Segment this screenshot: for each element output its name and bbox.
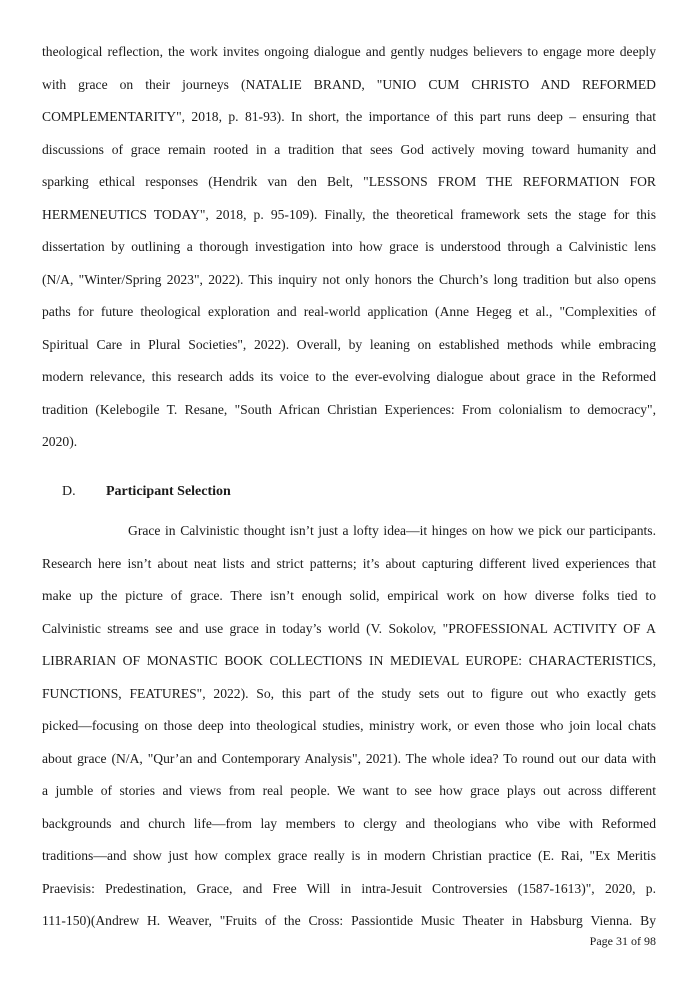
text-line: 2020). [42,434,78,449]
text-line: make up the picture of grace. There isn’t enough solid, empirical work on how diverse folks tied to [42,588,656,603]
text-line: LIBRARIAN OF MONASTIC BOOK COLLECTIONS IN MEDIEVAL EUROPE: CHARACTERISTICS, [42,653,656,668]
text-line: traditions—and show just how complex grace really is in modern Christian practice (E. Rai, "Ex Meritis [42,848,656,863]
section-title: Participant Selection [106,484,231,499]
paragraph-participant-selection [42,515,656,938]
text-line: Grace in Calvinistic thought isn’t just a lofty idea—it hinges on how we pick our participants. [128,523,656,538]
text-line: Praevisis: Predestination, Grace, and Free Will in intra-Jesuit Controversies (1587-1613)", 2020, p. [42,880,656,896]
section-number: D. [62,484,76,499]
text-line: with grace on their journeys (NATALIE BRAND, "UNIO CUM CHRISTO AND REFORMED [42,76,656,92]
text-line: sparking ethical responses (Hendrik van den Belt, "LESSONS FROM THE REFORMATION FOR [42,174,656,189]
text-line: dissertation by outlining a thorough investigation into how grace is understood through a Calvinistic lens [42,239,656,254]
text-line: modern relevance, this research adds its voice to the ever-evolving dialogue about grace in the Reformed [42,369,656,384]
paragraph-theoretical-framework [42,36,656,459]
text-line: FUNCTIONS, FEATURES", 2022). So, this part of the study sets out to figure out who exactly gets [42,685,656,701]
text-line: a jumble of stories and views from real people. We want to see how grace plays out across different [42,783,656,798]
text-line: Calvinistic streams see and use grace in today’s world (V. Sokolov, "PROFESSIONAL ACTIVITY OF A [42,620,656,636]
section-heading [62,476,231,508]
text-line: backgrounds and church life—from lay members to clergy and theologians who vibe with Reformed [42,815,656,831]
text-line: COMPLEMENTARITY", 2018, p. 81-93). In short, the importance of this part runs deep – ensuring that [42,109,656,124]
text-line: tradition (Kelebogile T. Resane, "South African Christian Experiences: From colonialism to democracy", [42,401,656,417]
text-line: (N/A, "Winter/Spring 2023", 2022). This inquiry not only honors the Church’s long tradition but also opens [42,271,656,287]
text-line: theological reflection, the work invites ongoing dialogue and gently nudges believers to engage more deeply [42,44,656,59]
page-number: Page 31 of 98 [589,934,656,948]
text-line: Research here isn’t about neat lists and strict patterns; it’s about capturing different lived experiences that [42,555,656,571]
text-line: Spiritual Care in Plural Societies", 2022). Overall, by leaning on established methods while embracing [42,336,656,352]
text-line: paths for future theological exploration and real-world application (Anne Hegeg et al., "Complexities of [42,304,656,319]
text-line: picked—focusing on those deep into theological studies, ministry work, or even those who join local chats [42,718,656,733]
text-line: discussions of grace remain rooted in a tradition that sees God actively moving toward humanity and [42,141,656,157]
text-line: HERMENEUTICS TODAY", 2018, p. 95-109). Finally, the theoretical framework sets the stage for this [42,206,656,222]
text-line: about grace (N/A, "Qur’an and Contemporary Analysis", 2021). The whole idea? To round out our data with [42,750,656,766]
text-line: 111-150)(Andrew H. Weaver, "Fruits of the Cross: Passiontide Music Theater in Habsburg Vienna. By [42,913,656,928]
